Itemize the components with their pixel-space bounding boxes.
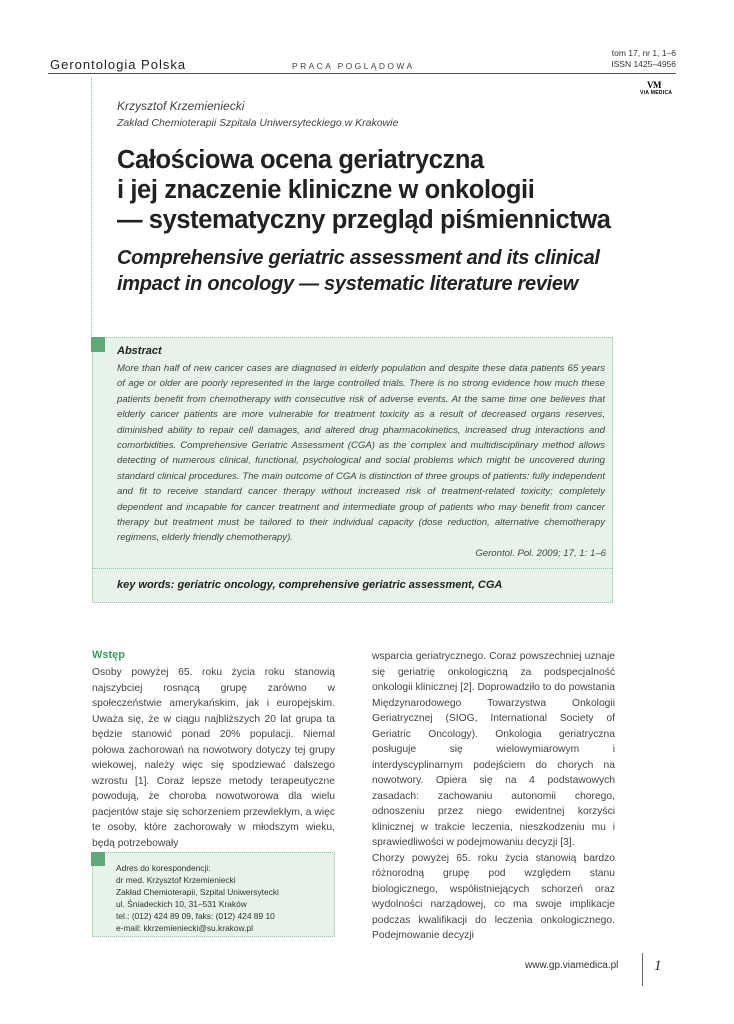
article-type: PRACA POGLĄDOWA xyxy=(292,61,415,71)
correspondence-street: ul. Śniadeckich 10, 31–531 Kraków xyxy=(116,899,247,909)
body-column-left: Osoby powyżej 65. roku życia roku stanowią najszybciej rosnącą grupę zarówno w społeczeństwie amerykańskim, jak i europejskim. Uważa się, że w ciągu najbliższych 20 lat grupa ta będzie stanowić ponad 20% populacji. Niemal połowa zachorowań na nowotwory dotyczy tej grupy wiekowej, należy więc się spodziewać dalszego wzrostu [1]. Coraz lepsze metody terapeutyczne powodują, że choroba nowotworowa dla wielu pacjentów staje się schorzeniem przewlekłym, a więc te osoby, które zachorowały w młodszym wieku, będą potrzebowały xyxy=(92,667,335,849)
title-english-line: Comprehensive geriatric assessment and its clinical xyxy=(117,247,600,269)
abstract-heading: Abstract xyxy=(117,345,162,357)
correspondence-label: Adres do korespondencji: xyxy=(116,863,211,873)
body-paragraph: wsparcia geriatrycznego. Coraz powszechniej uznaje się geriatrię onkologiczną za podspecjalność onkologii klinicznej [2]. Doprowadziło to do powstania Międzynarodowego Towarzystwa Onkologii Geriatrycznej (SIOG, International Society of Geriatric Oncology). Onkologia geriatryczna posługuje się wielowymiarowym i interdyscyplinarnym podejściem do chorych na nowotwory. Opiera się na 4 podstawowych zasadach: zachowaniu autonomii chorego, odnoszeniu przez niego ewidentnej korzyści klinicznej w trakcie leczenia, nieszkodzeniu mu i sprawiedliwości w podejmowaniu decyzji [3]. xyxy=(372,651,615,848)
decorative-dotted-border xyxy=(91,78,92,340)
correspondence-phone: tel.: (012) 424 89 09, faks: (012) 424 89 10 xyxy=(116,911,275,921)
title-polish-line: Całościowa ocena geriatryczna xyxy=(117,146,484,174)
issn: ISSN 1425–4956 xyxy=(611,59,676,69)
correspondence-email: e-mail: kkrzemieniecki@su.krakow.pl xyxy=(116,923,253,933)
body-paragraph: Chorzy powyżej 65. roku życia stanowią bardzo różnorodną grupę pod względem stanu biologicznego, współistniejących schorzeń oraz wydolności narządowej, co ma swoje implikacje podczas kwalifikacji do leczenia onkologicznego. Podejmowanie decyzji xyxy=(372,852,615,941)
publisher-logo xyxy=(638,80,678,96)
journal-name: Gerontologia Polska xyxy=(50,57,187,72)
author-name: Krzysztof Krzemieniecki xyxy=(117,99,245,113)
correspondence-address xyxy=(116,862,279,934)
page-number: 1 xyxy=(654,958,662,974)
publisher-logo-mark: VM xyxy=(647,80,661,90)
header-divider xyxy=(48,73,676,74)
citation: Gerontol. Pol. 2009; 17, 1: 1–6 xyxy=(475,548,606,559)
title-polish xyxy=(117,145,677,235)
footer-divider xyxy=(642,953,643,986)
volume-info xyxy=(611,48,676,70)
footer-url: www.gp.viamedica.pl xyxy=(525,960,619,971)
keywords: key words: geriatric oncology, comprehensive geriatric assessment, CGA xyxy=(117,579,503,591)
abstract-text: More than half of new cancer cases are diagnosed in elderly population and despite these data patients 65 years of age or older are poorly represented in the large controlled trials. There is no strong evidence how much these patients benefit from chemotherapy with consecutive risk of adverse events. At the same time one believes that elderly cancer patients are more vulnerable for treatment toxicity as a result of decreased organs reserves, diminished ability to repair cell damages, and altered drug pharmacokinetics, increased drug interactions and comorbidities. Comprehensive Geriatric Assessment (CGA) as the complex and multidisciplinary method allows detecting of numerous clinical, functional, psychological and social problems which might be uncovered during standard clinical procedures. The main outcome of CGA is distinction of three groups of patients: fully independent and fit to receive standard cancer therapy without increased risk of treatment-related toxicity; completely dependent and incapable for cancer treatment and intermediate group of patients who may benefit from cancer therapy but treatment must be tailored to their individual capacity (dose reduction, alternative chemotherapy regimens, elderly friendly chemotherapy). xyxy=(117,363,605,544)
title-polish-line: — systematyczny przegląd piśmiennictwa xyxy=(117,206,611,234)
title-english xyxy=(117,245,677,297)
volume-issue: tom 17, nr 1, 1–6 xyxy=(611,48,676,58)
correspondence-name: dr med. Krzysztof Krzemieniecki xyxy=(116,875,236,885)
correspondence-marker xyxy=(91,852,105,866)
publisher-logo-text: VIA MEDICA xyxy=(640,90,673,96)
body-column-right xyxy=(372,649,615,944)
author-affiliation: Zakład Chemioterapii Szpitala Uniwersyteckiego w Krakowie xyxy=(117,117,399,129)
title-english-line: impact in oncology — systematic literature review xyxy=(117,273,579,295)
abstract-marker xyxy=(91,337,105,352)
correspondence-institution: Zakład Chemioterapii, Szpital Uniwersytecki xyxy=(116,887,279,897)
keywords-divider xyxy=(93,568,612,569)
section-heading-intro: Wstęp xyxy=(92,649,125,661)
title-polish-line: i jej znaczenie kliniczne w onkologii xyxy=(117,176,535,204)
